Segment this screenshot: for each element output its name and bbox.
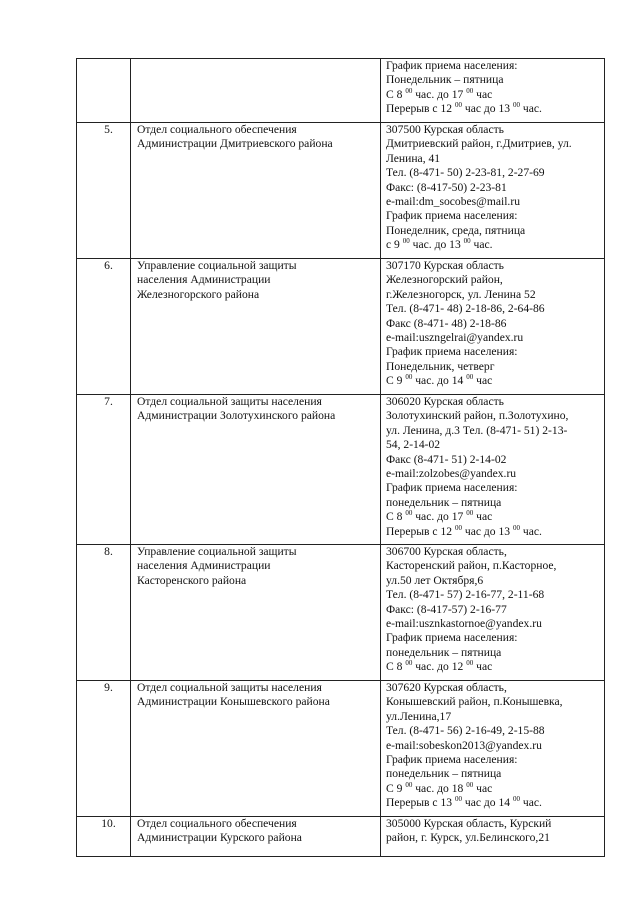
hours-text: час. до 18 bbox=[412, 781, 467, 795]
minutes-superscript: 00 bbox=[402, 238, 410, 246]
schedule-hours-line bbox=[386, 782, 604, 796]
organization-cell bbox=[131, 817, 381, 857]
organization-cell bbox=[131, 123, 381, 259]
address-line: ул.Ленина,17 bbox=[386, 709, 452, 723]
row-number-cell bbox=[77, 123, 131, 259]
address-line: понедельник – пятница bbox=[386, 495, 502, 509]
address-line: Дмитриевский район, г.Дмитриев, ул. bbox=[386, 137, 572, 151]
hours-text: час. bbox=[470, 238, 493, 252]
row-number: 7. bbox=[104, 395, 113, 408]
table-row bbox=[77, 545, 605, 681]
address-cell bbox=[381, 123, 605, 259]
organization-name-line: Отдел социальной защиты населения bbox=[137, 395, 322, 408]
row-number: 8. bbox=[104, 545, 113, 558]
hours-text: час bbox=[473, 374, 493, 388]
address-line: 305000 Курская область, Курский bbox=[386, 817, 552, 830]
minutes-superscript: 00 bbox=[466, 781, 474, 789]
hours-text: час bbox=[473, 510, 493, 524]
row-number-cell bbox=[77, 259, 131, 395]
address-line: понедельник – пятница bbox=[386, 645, 502, 659]
row-number: 10. bbox=[101, 817, 116, 830]
hours-text: Перерыв с 12 bbox=[386, 524, 455, 538]
minutes-superscript: 00 bbox=[454, 796, 462, 804]
organization-name-line: Администрации Курского района bbox=[137, 831, 302, 845]
organization-name-line: Администрации Золотухинского района bbox=[137, 409, 336, 423]
minutes-superscript: 00 bbox=[466, 660, 474, 668]
address-line: Тел. (8-471- 50) 2-23-81, 2-27-69 bbox=[386, 166, 545, 180]
address-line: Тел. (8-471- 57) 2-16-77, 2-11-68 bbox=[386, 588, 545, 602]
address-cell bbox=[381, 259, 605, 395]
hours-text: с 9 bbox=[386, 238, 403, 252]
hours-text: час. до 17 bbox=[412, 87, 467, 101]
schedule-hours-line bbox=[386, 660, 604, 674]
hours-text: час. bbox=[519, 102, 542, 116]
minutes-superscript: 00 bbox=[405, 781, 413, 789]
schedule-hours-line bbox=[386, 796, 604, 810]
minutes-superscript: 00 bbox=[512, 796, 520, 804]
hours-text: Перерыв с 13 bbox=[386, 796, 455, 810]
organization-name-line: населения Администрации bbox=[137, 273, 271, 287]
address-line: понедельник – пятница bbox=[386, 767, 502, 781]
minutes-superscript: 00 bbox=[405, 374, 413, 382]
schedule-hours-line bbox=[386, 238, 604, 252]
organization-name-line: населения Администрации bbox=[137, 559, 271, 573]
address-line: Конышевский район, п.Конышевка, bbox=[386, 695, 563, 709]
address-line: ул. Ленина, д.3 Тел. (8-471- 51) 2-13- bbox=[386, 423, 568, 437]
offices-table bbox=[76, 58, 605, 857]
address-line: График приема населения: bbox=[386, 481, 518, 495]
table-row bbox=[77, 59, 605, 123]
address-line: 307500 Курская область bbox=[386, 123, 504, 136]
schedule-hours-line bbox=[386, 374, 604, 388]
row-number-cell bbox=[77, 395, 131, 545]
hours-text: Перерыв с 12 bbox=[386, 102, 455, 116]
organization-name-line: Управление социальной защиты bbox=[137, 545, 297, 558]
address-line: Факс (8-471- 48) 2-18-86 bbox=[386, 316, 507, 330]
address-line: График приема населения: bbox=[386, 59, 518, 72]
address-cell bbox=[381, 395, 605, 545]
hours-text: час до 13 bbox=[461, 102, 513, 116]
table-row bbox=[77, 259, 605, 395]
minutes-superscript: 00 bbox=[512, 524, 520, 532]
address-line: График приема населения: bbox=[386, 345, 518, 359]
address-cell bbox=[381, 545, 605, 681]
hours-text: С 9 bbox=[386, 374, 406, 388]
schedule-hours-line bbox=[386, 88, 604, 102]
address-line: e-mail:zolzobes@yandex.ru bbox=[386, 467, 517, 481]
address-line: 307620 Курская область, bbox=[386, 681, 507, 694]
offices-table-body bbox=[77, 59, 605, 857]
hours-text: час. до 12 bbox=[412, 660, 467, 674]
address-line: График приема населения: bbox=[386, 631, 518, 645]
address-line: район, г. Курск, ул.Белинского,21 bbox=[386, 831, 550, 845]
organization-name-line: Администрации Конышевского района bbox=[137, 695, 330, 709]
address-line: e-mail:uszngelrai@yandex.ru bbox=[386, 331, 524, 345]
address-line: e-mail:dm_socobes@mail.ru bbox=[386, 195, 520, 209]
table-row bbox=[77, 817, 605, 857]
row-number-cell bbox=[77, 817, 131, 857]
hours-text: час. до 14 bbox=[412, 374, 467, 388]
schedule-hours-line bbox=[386, 525, 604, 539]
schedule-hours-line bbox=[386, 102, 604, 116]
schedule-hours-line bbox=[386, 510, 604, 524]
table-row bbox=[77, 681, 605, 817]
address-line: 307170 Курская область bbox=[386, 259, 504, 272]
address-cell bbox=[381, 59, 605, 123]
address-line: График приема населения: bbox=[386, 753, 518, 767]
row-number-cell bbox=[77, 545, 131, 681]
address-line: Понедельник – пятница bbox=[386, 73, 504, 87]
organization-name-line: Касторенского района bbox=[137, 573, 247, 587]
address-line: Касторенский район, п.Касторное, bbox=[386, 559, 557, 573]
hours-text: час до 13 bbox=[461, 524, 513, 538]
organization-cell bbox=[131, 59, 381, 123]
address-line: Факс: (8-417-50) 2-23-81 bbox=[386, 180, 507, 194]
address-line: Ленина, 41 bbox=[386, 151, 441, 165]
row-number-cell bbox=[77, 59, 131, 123]
minutes-superscript: 00 bbox=[463, 238, 471, 246]
hours-text: С 9 bbox=[386, 781, 406, 795]
address-cell bbox=[381, 681, 605, 817]
minutes-superscript: 00 bbox=[512, 102, 520, 110]
address-line: 54, 2-14-02 bbox=[386, 438, 441, 452]
row-number: 6. bbox=[104, 259, 113, 272]
organization-name-line: Отдел социального обеспечения bbox=[137, 817, 297, 830]
address-line: e-mail:usznkastornoe@yandex.ru bbox=[386, 617, 542, 631]
organization-cell bbox=[131, 545, 381, 681]
row-number: 9. bbox=[104, 681, 113, 694]
organization-name-line: Администрации Дмитриевского района bbox=[137, 137, 333, 151]
minutes-superscript: 00 bbox=[466, 87, 474, 95]
hours-text: С 8 bbox=[386, 660, 406, 674]
address-line: График приема населения: bbox=[386, 209, 518, 223]
hours-text: С 8 bbox=[386, 510, 406, 524]
address-line: ул.50 лет Октября,6 bbox=[386, 573, 484, 587]
hours-text: час. до 17 bbox=[412, 510, 467, 524]
minutes-superscript: 00 bbox=[466, 374, 474, 382]
address-line: 306020 Курская область bbox=[386, 395, 504, 408]
address-line: Железногорский район, bbox=[386, 273, 503, 287]
hours-text: С 8 bbox=[386, 87, 406, 101]
address-line: Факс: (8-417-57) 2-16-77 bbox=[386, 602, 507, 616]
hours-text: час bbox=[473, 781, 493, 795]
address-line: Тел. (8-471- 56) 2-16-49, 2-15-88 bbox=[386, 724, 545, 738]
table-row bbox=[77, 395, 605, 545]
address-line: Понеделник, среда, пятница bbox=[386, 223, 526, 237]
hours-text: час bbox=[473, 87, 493, 101]
minutes-superscript: 00 bbox=[405, 510, 413, 518]
row-number-cell bbox=[77, 681, 131, 817]
address-line: г.Железногорск, ул. Ленина 52 bbox=[386, 287, 536, 301]
address-line: e-mail:sobeskon2013@yandex.ru bbox=[386, 738, 542, 752]
hours-text: час. до 13 bbox=[409, 238, 464, 252]
hours-text: час до 14 bbox=[461, 796, 513, 810]
address-line: Факс (8-471- 51) 2-14-02 bbox=[386, 452, 507, 466]
hours-text: час. bbox=[519, 524, 542, 538]
hours-text: час bbox=[473, 660, 493, 674]
table-row bbox=[77, 123, 605, 259]
organization-cell bbox=[131, 395, 381, 545]
organization-cell bbox=[131, 259, 381, 395]
minutes-superscript: 00 bbox=[405, 87, 413, 95]
minutes-superscript: 00 bbox=[454, 524, 462, 532]
organization-cell bbox=[131, 681, 381, 817]
minutes-superscript: 00 bbox=[454, 102, 462, 110]
organization-name-line: Отдел социальной защиты населения bbox=[137, 681, 322, 694]
hours-text: час. bbox=[519, 796, 542, 810]
organization-name-line: Отдел социального обеспечения bbox=[137, 123, 297, 136]
minutes-superscript: 00 bbox=[466, 510, 474, 518]
organization-name-line: Управление социальной защиты bbox=[137, 259, 297, 272]
address-line: Понедельник, четверг bbox=[386, 359, 495, 373]
row-number: 5. bbox=[104, 123, 113, 136]
address-line: 306700 Курская область, bbox=[386, 545, 507, 558]
address-line: Тел. (8-471- 48) 2-18-86, 2-64-86 bbox=[386, 302, 545, 316]
organization-name-line: Железногорского района bbox=[137, 287, 260, 301]
address-line: Золотухинский район, п.Золотухино, bbox=[386, 409, 569, 423]
address-cell bbox=[381, 817, 605, 857]
minutes-superscript: 00 bbox=[405, 660, 413, 668]
